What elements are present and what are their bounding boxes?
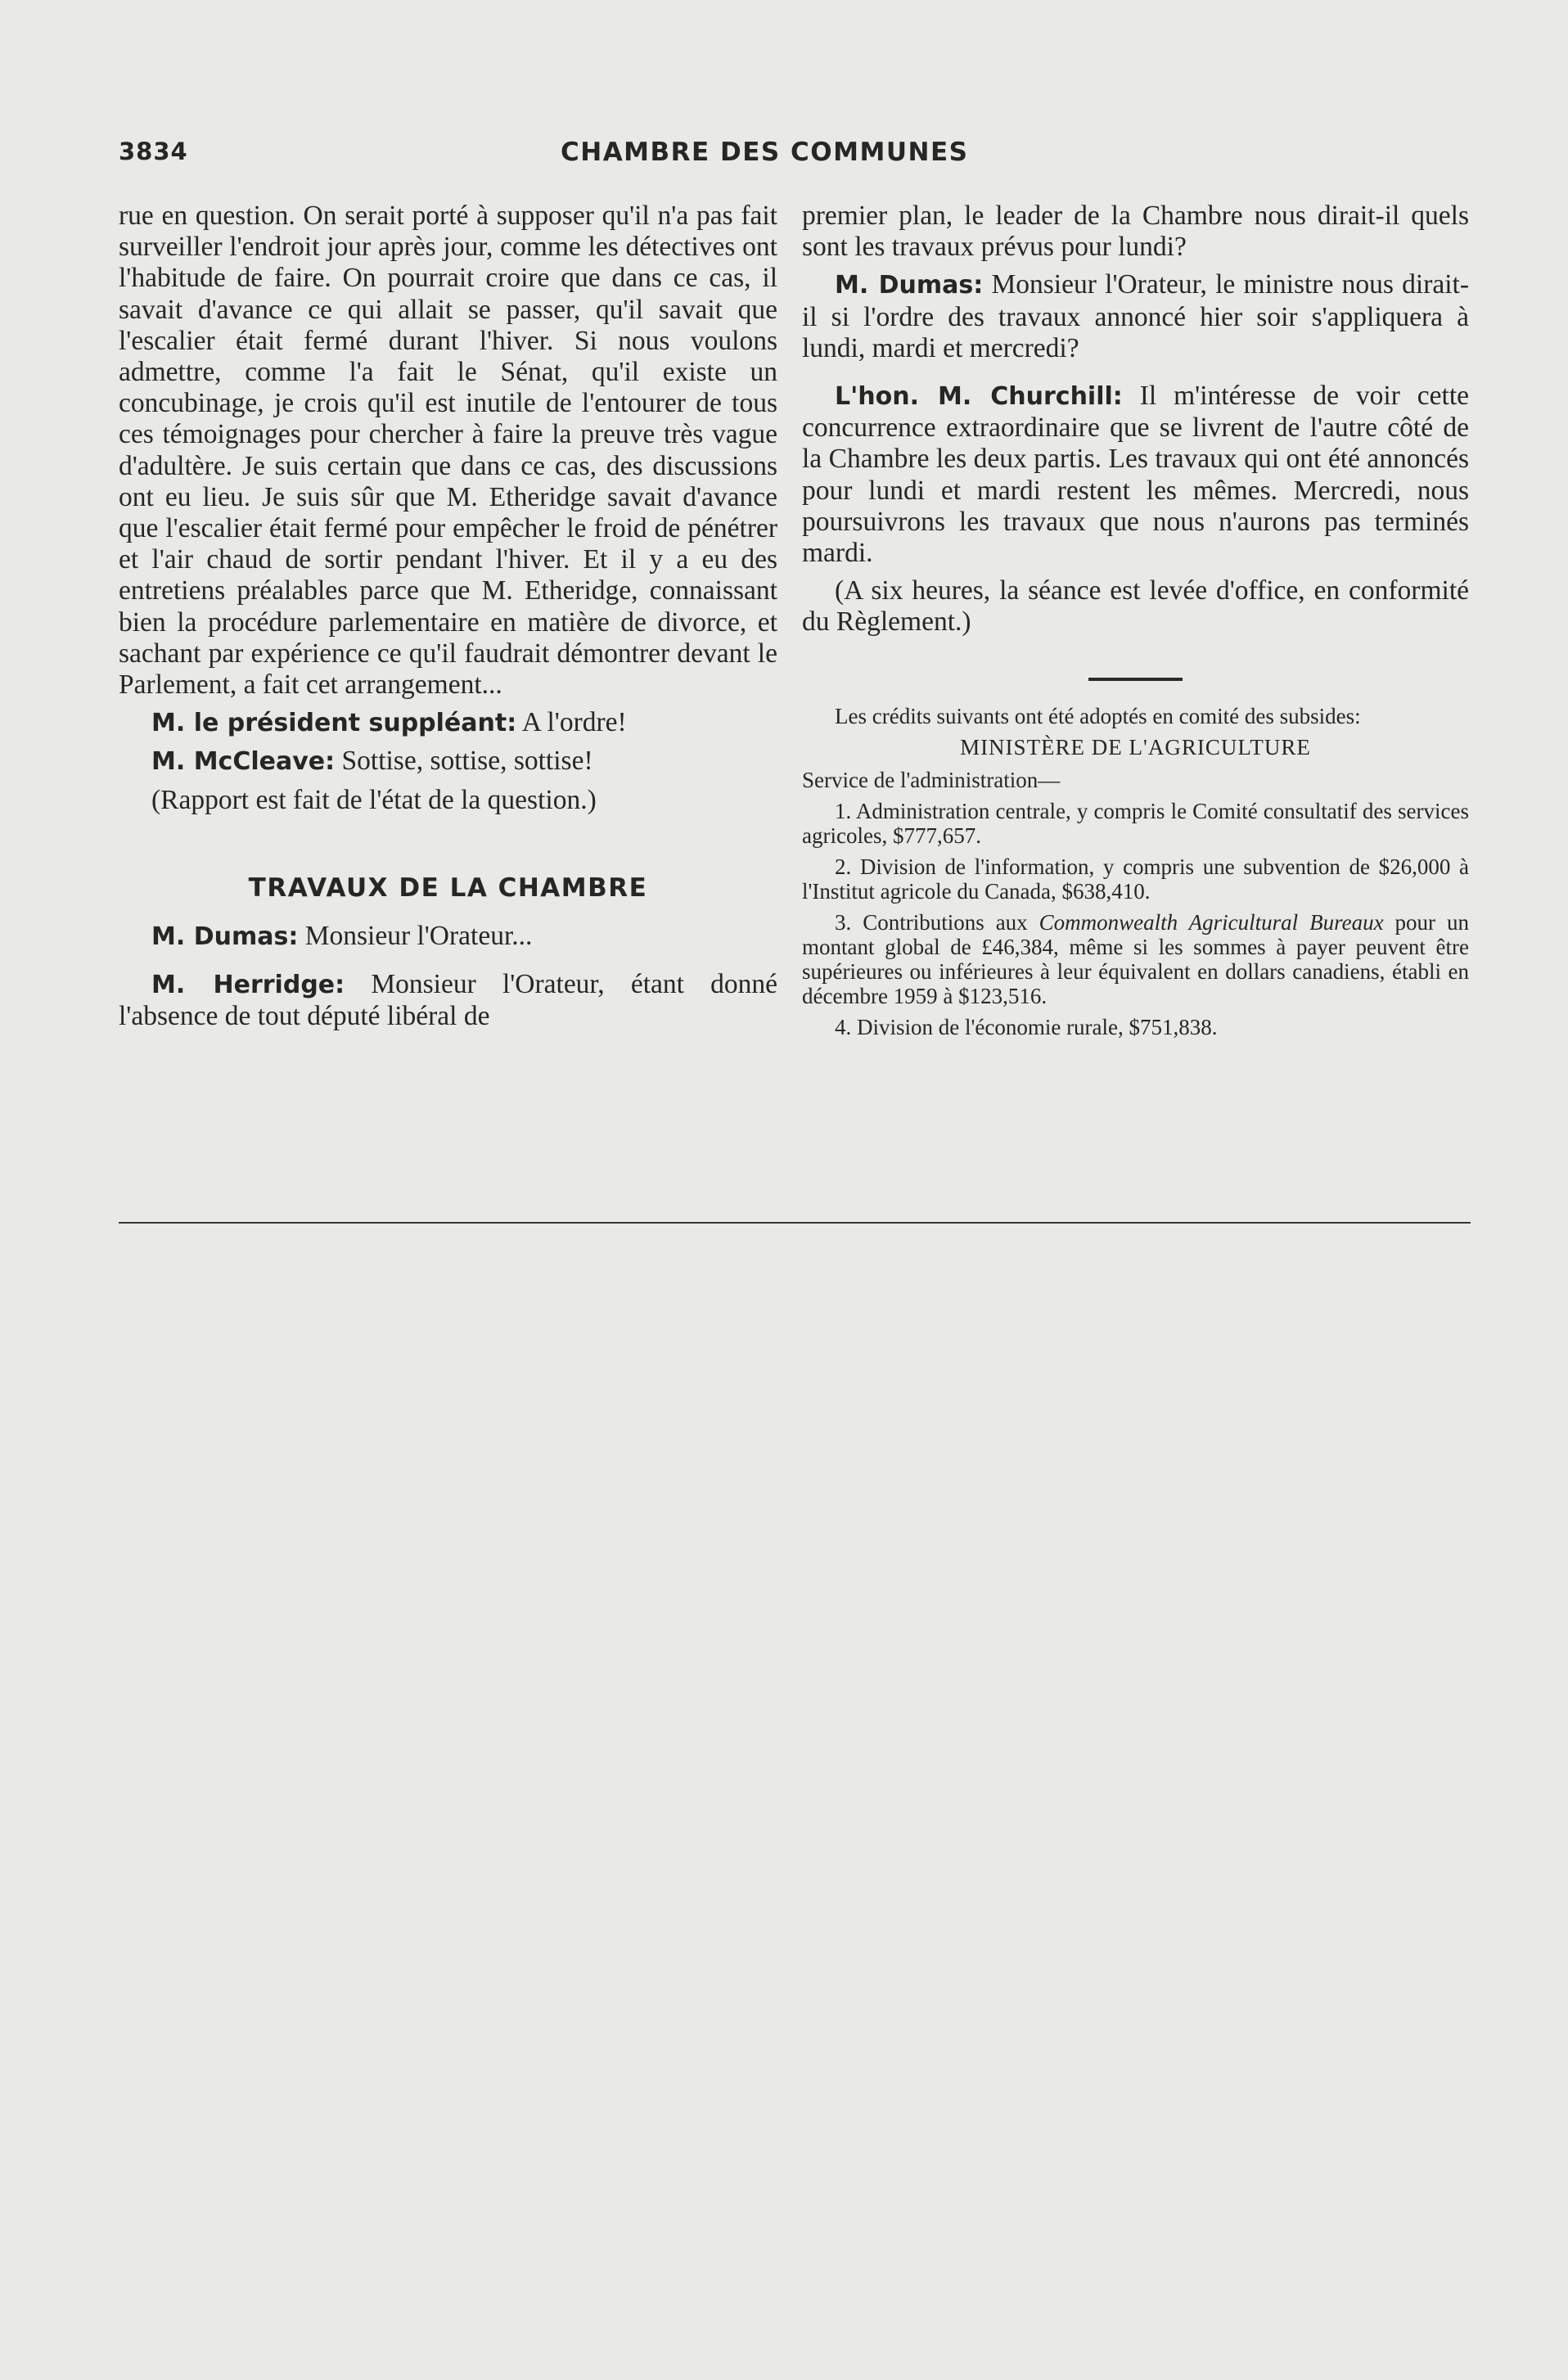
speech-text: Monsieur l'Orateur, étant donné l'absence de tout député libéral de — [119, 969, 777, 1032]
right-column — [802, 201, 1469, 1039]
speech-text: Monsieur l'Orateur... — [304, 920, 533, 951]
speech-text: Sottise, sottise, sottise! — [341, 746, 593, 777]
speaker-name: M. Dumas: — [151, 922, 299, 951]
speaker-name: L'hon. M. Churchill: — [835, 382, 1123, 412]
speech — [802, 381, 1469, 569]
section-title: TRAVAUX DE LA CHAMBRE — [248, 872, 648, 903]
page-number: 3834 — [119, 137, 188, 165]
speech-text: Il m'intéresse de voir cette concurrence extraordinaire que se livrent de l'autre côté de la Chambre les deux partis. Les travaux qui ont été annoncés pour lundi et mardi restent les mêmes. Mercredi, nous poursuivrons les travaux que nous n'aurons pas terminés mardi. — [802, 381, 1470, 569]
left-column — [119, 201, 777, 1032]
ministry-heading: MINISTÈRE DE L'AGRICULTURE — [960, 734, 1311, 760]
right-debate — [802, 201, 1469, 638]
procedural-note: (Rapport est fait de l'état de la question.) — [151, 784, 597, 815]
speaker-name: M. McCleave: — [151, 747, 336, 777]
speech — [119, 707, 777, 739]
service-heading: Service de l'administration— — [802, 767, 1061, 792]
credit-item-text: 3. Contributions aux — [835, 909, 1028, 935]
speech-text: A l'ordre! — [521, 707, 627, 738]
credit-item-text: pour un montant global de £46,384, même si les sommes à payer peuvent être supérieures ou inférieures à leur équivalent en dollars canadiens, établi en décembre 1959 à $123,516. — [802, 909, 1470, 1008]
speech — [119, 746, 777, 778]
speech-text: Monsieur l'Orateur, le ministre nous dirait-il si l'ordre des travaux annoncé hier soir s'appliquera à lundi, mardi et mercredi? — [802, 269, 1469, 363]
speaker-name: M. Herridge: — [151, 971, 345, 1000]
running-title: CHAMBRE DES COMMUNES — [561, 137, 969, 167]
credit-item: 1. Administration centrale, y compris le Comité consultatif des services agricoles, $777,657. — [802, 798, 1469, 848]
section-divider — [1088, 678, 1183, 681]
speaker-name: M. Dumas: — [835, 271, 984, 300]
credits-list — [802, 704, 1469, 1039]
speech — [119, 921, 777, 953]
credits-intro: Les crédits suivants ont été adoptés en comité des subsides: — [835, 703, 1361, 728]
paragraph: rue en question. On serait porté à supposer qu'il n'a pas fait surveiller l'endroit jour après jour, comme les détectives ont l'habitude de faire. On pourrait croire que dans ce cas, il savait d'avance ce qui allait se passer, qu'il savait que l'escalier était fermé durant l'hiver. Si nous voulons admettre, comme l'a fait le Sénat, qu'il existe un concubinage, je crois qu'il est inutile de l'entourer de tous ces témoignages pour chercher à faire la preuve très vague d'adultère. Je suis certain que dans ce cas, des discussions ont eu lieu. Je suis sûr que M. Etheridge savait d'avance que l'escalier était fermé pour empêcher le froid de pénétrer et l'air chaud de sortir pendant l'hiver. Et il y a eu des entretiens préalables parce que M. Etheridge, connaissant bien la procédure parlementaire en matière de divorce, et sachant par expérience ce qu'il faudrait démontrer devant le Parlement, a fait cet arrangement... — [119, 201, 777, 701]
credit-item-italic: Commonwealth Agricultural Bureaux — [1039, 909, 1384, 935]
credit-item: 4. Division de l'économie rurale, $751,838. — [835, 1014, 1218, 1039]
speech — [802, 269, 1469, 364]
procedural-note: (A six heures, la séance est levée d'office, en conformité du Règlement.) — [802, 575, 1469, 638]
speaker-name: M. le président suppléant: — [151, 709, 517, 738]
credit-item — [802, 910, 1469, 1008]
credit-item: 2. Division de l'information, y compris une subvention de $26,000 à l'Institut agricole du Canada, $638,410. — [802, 854, 1469, 904]
speech — [119, 969, 777, 1032]
bottom-rule — [119, 1222, 1471, 1224]
paragraph: premier plan, le leader de la Chambre nous dirait-il quels sont les travaux prévus pour lundi? — [802, 201, 1469, 263]
